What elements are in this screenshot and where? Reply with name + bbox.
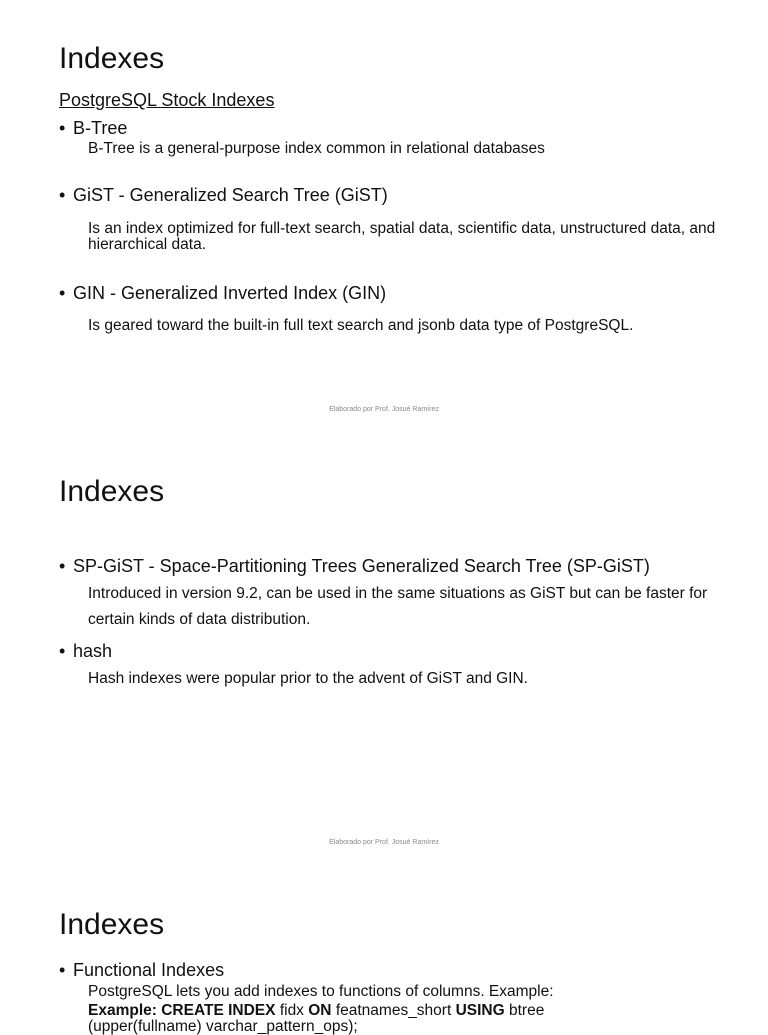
bullet-description: Hash indexes were popular prior to the advent of GiST and GIN.: [88, 670, 528, 687]
slide-2: [0, 433, 768, 866]
bullet-gist: [59, 185, 388, 206]
bullet-description: B-Tree is a general-purpose index common in relational databases: [88, 140, 545, 157]
bullet-heading: Functional Indexes: [73, 960, 225, 980]
slide-3: [0, 866, 768, 1035]
bullet-heading: GiST - Generalized Search Tree (GiST): [73, 185, 388, 205]
index-method: btree: [509, 1002, 545, 1019]
keyword-create-index: CREATE INDEX: [161, 1002, 276, 1019]
bullet-dot: •: [59, 641, 66, 661]
code-example: [88, 1003, 728, 1035]
slide-footer: Elaborado por Prof. Josué Ramírez: [329, 839, 439, 846]
bullet-sp-gist: [59, 556, 650, 577]
slide-title: Indexes: [59, 42, 165, 75]
slide-footer: Elaborado por Prof. Josué Ramírez: [329, 406, 439, 413]
bullet-dot: •: [59, 118, 66, 138]
bullet-heading: GIN - Generalized Inverted Index (GIN): [73, 283, 387, 303]
bullet-heading: hash: [73, 641, 113, 661]
bullet-hash: [59, 641, 112, 662]
index-name: fidx: [279, 1002, 304, 1019]
slide-1: [0, 0, 768, 433]
slide-title: Indexes: [59, 908, 165, 941]
bullet-gin: [59, 283, 386, 304]
bullet-dot: •: [59, 283, 66, 303]
code-example-line-1: [88, 1003, 728, 1019]
bullet-description: Is geared toward the built-in full text search and jsonb data type of PostgreSQL.: [88, 317, 634, 334]
code-example-line-2: (upper(fullname) varchar_pattern_ops);: [88, 1018, 358, 1035]
keyword-using: USING: [455, 1002, 505, 1019]
bullet-description: Is an index optimized for full-text search, spatial data, scientific data, unstructured data, and hierarchical data.: [88, 220, 716, 253]
example-label: Example:: [88, 1002, 157, 1019]
bullet-functional-indexes: [59, 960, 224, 981]
bullet-dot: •: [59, 185, 66, 205]
keyword-on: ON: [308, 1002, 332, 1019]
table-name: featnames_short: [335, 1002, 452, 1019]
bullet-dot: •: [59, 556, 66, 576]
bullet-heading: SP-GiST - Space-Partitioning Trees Generalized Search Tree (SP-GiST): [73, 556, 650, 576]
bullet-description: Introduced in version 9.2, can be used in the same situations as GiST but can be faster for certain kinds of data distribution.: [88, 585, 708, 628]
slide-title: Indexes: [59, 475, 165, 508]
bullet-heading: B-Tree: [73, 118, 128, 138]
bullet-dot: •: [59, 960, 66, 980]
bullet-description: PostgreSQL lets you add indexes to functions of columns. Example:: [88, 983, 554, 1000]
slide-subtitle: PostgreSQL Stock Indexes: [59, 90, 275, 110]
bullet-btree: [59, 118, 127, 139]
